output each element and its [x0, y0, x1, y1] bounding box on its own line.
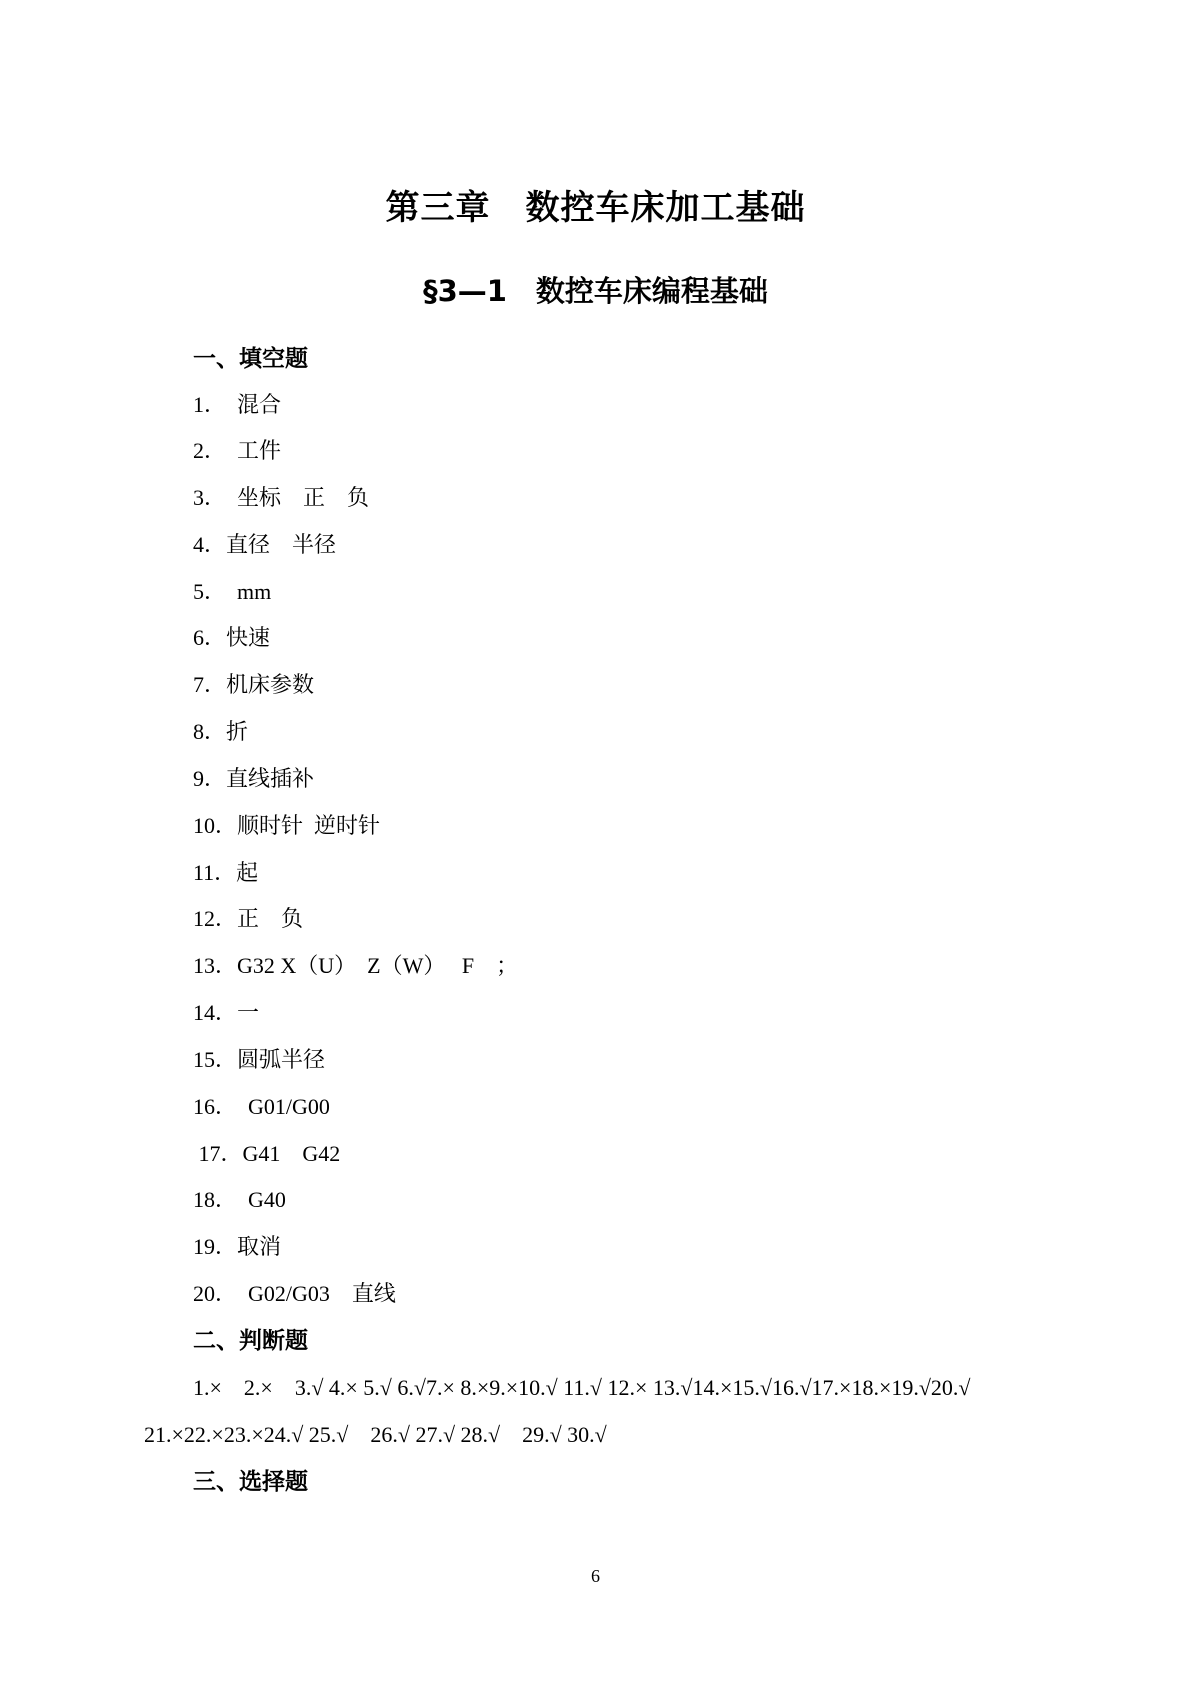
fill-blank-answer: 1． 混合 [193, 392, 282, 417]
fill-blank-answer: 16． G01/G00 [193, 1094, 330, 1119]
fill-blank-heading: 一、填空题 [193, 346, 308, 372]
fill-blank-answer: 15．圆弧半径 [193, 1047, 326, 1072]
fill-blank-answer: 19．取消 [193, 1234, 282, 1259]
fill-blank-answer: 17．G41 G42 [193, 1141, 341, 1166]
true-false-answers-line-1: 1.× 2.× 3.√ 4.× 5.√ 6.√7.× 8.×9.×10.√ 11.√ 12.× 13.√14.×15.√16.√17.×18.×19.√20.√ [193, 1375, 971, 1400]
fill-blank-answer: 6．快速 [193, 625, 271, 650]
multiple-choice-heading: 三、选择题 [193, 1469, 308, 1495]
fill-blank-answer: 11．起 [193, 860, 259, 885]
fill-blank-answer: 18． G40 [193, 1187, 286, 1212]
true-false-answers-line-2: 21.×22.×23.×24.√ 25.√ 26.√ 27.√ 28.√ 29.√ 30.√ [144, 1422, 607, 1447]
fill-blank-answer: 14．一 [193, 1000, 260, 1025]
fill-blank-answer: 13．G32 X（U） Z（W） F ； [193, 953, 519, 978]
fill-blank-answer: 12．正 负 [193, 906, 304, 931]
fill-blank-answer: 9．直线插补 [193, 766, 315, 791]
section-title: §3—1 数控车床编程基础 [423, 274, 768, 308]
fill-blank-answer: 3． 坐标 正 负 [193, 485, 370, 510]
fill-blank-answer: 7．机床参数 [193, 672, 315, 697]
fill-blank-answer: 8．折 [193, 719, 249, 744]
chapter-title: 第三章 数控车床加工基础 [385, 188, 806, 228]
fill-blank-answer: 10．顺时针 逆时针 [193, 813, 381, 838]
fill-blank-answer: 5． mm [193, 579, 272, 604]
true-false-heading: 二、判断题 [193, 1328, 308, 1354]
fill-blank-answer: 20． G02/G03 直线 [193, 1281, 396, 1306]
fill-blank-answer: 4．直径 半径 [193, 532, 337, 557]
page-number: 6 [591, 1566, 600, 1586]
fill-blank-answer: 2． 工件 [193, 438, 282, 463]
